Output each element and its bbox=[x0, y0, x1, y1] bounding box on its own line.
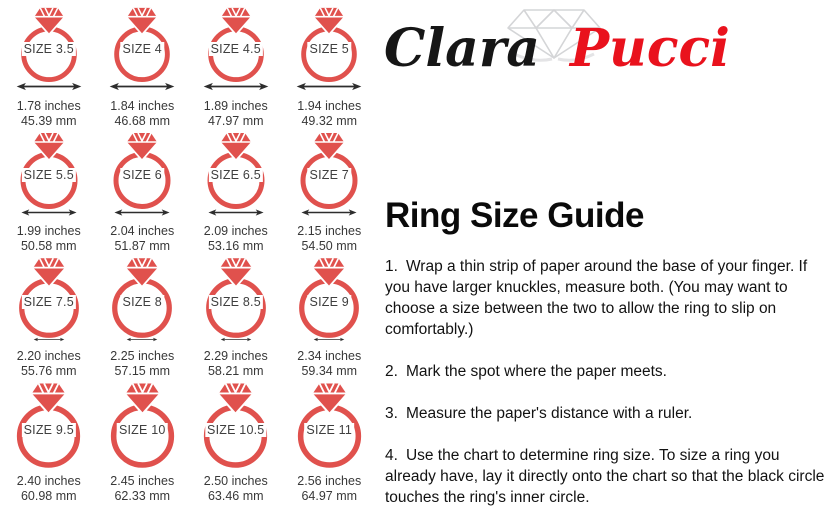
ring-size-label: SIZE 6.5 bbox=[210, 167, 261, 182]
ring-measurements bbox=[204, 349, 268, 379]
ring-illustration bbox=[10, 4, 88, 84]
step-text: Mark the spot where the paper meets. bbox=[405, 363, 667, 380]
ring-size-label: SIZE 10 bbox=[118, 422, 166, 437]
ring-illustration bbox=[287, 254, 371, 340]
measurement-mm: 46.68 mm bbox=[114, 114, 171, 128]
ring-size-cell bbox=[96, 129, 190, 254]
ring-size-label: SIZE 6 bbox=[122, 167, 162, 182]
ring-size-cell bbox=[96, 4, 190, 129]
measurement-mm: 47.97 mm bbox=[207, 114, 264, 128]
measurement-mm: 62.33 mm bbox=[114, 489, 171, 503]
measurement-inches: 1.99 inches bbox=[16, 224, 81, 238]
measurement-inches: 2.50 inches bbox=[203, 474, 268, 488]
measurement-inches: 1.89 inches bbox=[203, 99, 268, 113]
step-number: 4. bbox=[385, 447, 398, 464]
ring-illustration bbox=[191, 379, 280, 470]
ring-measurements bbox=[204, 474, 268, 504]
measurement-mm: 60.98 mm bbox=[20, 489, 77, 503]
instruction-step-1 bbox=[385, 256, 834, 340]
measurement-mm: 51.87 mm bbox=[114, 239, 171, 253]
ring-measurements bbox=[110, 349, 174, 379]
ring-illustration bbox=[102, 129, 182, 211]
ring-measurements bbox=[110, 224, 174, 254]
measurement-mm: 57.15 mm bbox=[114, 364, 171, 378]
ring-measurements bbox=[17, 474, 81, 504]
measurement-inches: 1.78 inches bbox=[16, 99, 81, 113]
ring-size-cell bbox=[283, 129, 377, 254]
ring-size-label: SIZE 4 bbox=[122, 41, 162, 56]
ring-size-cell bbox=[2, 379, 96, 504]
measurement-mm: 63.46 mm bbox=[207, 489, 264, 503]
measurement-inches: 2.25 inches bbox=[110, 349, 175, 363]
measurement-inches: 2.20 inches bbox=[16, 349, 81, 363]
step-text: Wrap a thin strip of paper around the base of your finger. If you have larger knuckles, measure both. (You may want to choose a size between the two to allow the ring to slip on comfortably.) bbox=[385, 258, 808, 338]
ring-size-chart bbox=[2, 4, 376, 504]
ring-size-label: SIZE 3.5 bbox=[23, 41, 74, 56]
ring-size-label: SIZE 5.5 bbox=[23, 167, 74, 182]
ring-size-label: SIZE 7.5 bbox=[23, 295, 74, 310]
ring-illustration bbox=[100, 254, 184, 340]
ring-measurements bbox=[17, 349, 81, 379]
ring-size-cell bbox=[283, 379, 377, 504]
step-text: Use the chart to determine ring size. To size a ring you already have, lay it directly onto the chart so that the black circle touches the ring's inner circle. bbox=[385, 447, 825, 506]
measurement-inches: 2.29 inches bbox=[203, 349, 268, 363]
ring-size-label: SIZE 11 bbox=[306, 422, 353, 437]
ring-measurements bbox=[297, 474, 361, 504]
ring-illustration bbox=[285, 379, 374, 470]
ring-measurements bbox=[110, 99, 174, 129]
ring-size-label: SIZE 5 bbox=[309, 41, 349, 56]
step-text: Measure the paper's distance with a ruler. bbox=[405, 405, 693, 422]
brand-name bbox=[384, 18, 730, 79]
measurement-mm: 50.58 mm bbox=[20, 239, 77, 253]
ring-size-cell bbox=[283, 254, 377, 379]
ring-measurements bbox=[204, 224, 268, 254]
measurement-inches: 2.45 inches bbox=[110, 474, 175, 488]
ring-illustration bbox=[289, 129, 369, 211]
ring-illustration bbox=[290, 4, 368, 84]
ring-size-label: SIZE 8.5 bbox=[210, 295, 261, 310]
ring-measurements bbox=[297, 349, 361, 379]
ring-illustration bbox=[196, 129, 276, 211]
ring-illustration bbox=[98, 379, 187, 470]
ring-size-cell bbox=[96, 379, 190, 504]
brand-name-first: Clara bbox=[384, 18, 540, 79]
ring-size-label: SIZE 9.5 bbox=[23, 422, 74, 437]
ring-size-cell bbox=[2, 129, 96, 254]
ring-measurements bbox=[17, 99, 81, 129]
measurement-inches: 2.56 inches bbox=[297, 474, 362, 488]
ring-size-cell bbox=[189, 129, 283, 254]
measurement-inches: 2.09 inches bbox=[203, 224, 268, 238]
measurement-inches: 2.04 inches bbox=[110, 224, 175, 238]
step-number: 1. bbox=[385, 258, 398, 275]
ring-size-label: SIZE 7 bbox=[309, 167, 349, 182]
ring-measurements bbox=[17, 224, 81, 254]
measurement-mm: 59.34 mm bbox=[301, 364, 358, 378]
ring-illustration bbox=[197, 4, 275, 84]
measurement-inches: 2.40 inches bbox=[16, 474, 81, 488]
ring-illustration bbox=[103, 4, 181, 84]
step-number: 3. bbox=[385, 405, 398, 422]
ring-size-label: SIZE 10.5 bbox=[207, 422, 265, 437]
ring-size-cell bbox=[283, 4, 377, 129]
ring-illustration bbox=[9, 129, 89, 211]
ring-size-label: SIZE 8 bbox=[122, 295, 162, 310]
ring-size-cell bbox=[96, 254, 190, 379]
measurement-mm: 55.76 mm bbox=[20, 364, 77, 378]
ring-measurements bbox=[297, 224, 361, 254]
measurement-mm: 58.21 mm bbox=[207, 364, 264, 378]
ring-illustration bbox=[194, 254, 278, 340]
measurement-mm: 54.50 mm bbox=[301, 239, 358, 253]
ring-size-cell bbox=[2, 4, 96, 129]
measurement-mm: 45.39 mm bbox=[20, 114, 77, 128]
ring-measurements bbox=[110, 474, 174, 504]
ring-illustration bbox=[7, 254, 91, 340]
ring-measurements bbox=[297, 99, 361, 129]
instruction-step-3 bbox=[385, 403, 834, 424]
measurement-mm: 49.32 mm bbox=[301, 114, 358, 128]
brand-logo bbox=[378, 0, 834, 110]
page-title: Ring Size Guide bbox=[385, 196, 644, 235]
brand-name-last: Pucci bbox=[569, 18, 730, 79]
step-number: 2. bbox=[385, 363, 398, 380]
ring-size-cell bbox=[189, 254, 283, 379]
guide-panel bbox=[378, 0, 834, 506]
measurement-inches: 1.94 inches bbox=[297, 99, 362, 113]
instructions-list bbox=[385, 256, 834, 529]
ring-size-label: SIZE 4.5 bbox=[210, 41, 261, 56]
ring-measurements bbox=[204, 99, 268, 129]
instruction-step-2 bbox=[385, 361, 834, 382]
ring-size-label: SIZE 9 bbox=[309, 295, 349, 310]
ring-size-cell bbox=[189, 4, 283, 129]
measurement-inches: 1.84 inches bbox=[110, 99, 175, 113]
measurement-mm: 64.97 mm bbox=[301, 489, 358, 503]
ring-size-cell bbox=[189, 379, 283, 504]
measurement-inches: 2.34 inches bbox=[297, 349, 362, 363]
ring-illustration bbox=[4, 379, 93, 470]
ring-size-cell bbox=[2, 254, 96, 379]
instruction-step-4 bbox=[385, 445, 834, 508]
measurement-inches: 2.15 inches bbox=[297, 224, 362, 238]
measurement-mm: 53.16 mm bbox=[207, 239, 264, 253]
